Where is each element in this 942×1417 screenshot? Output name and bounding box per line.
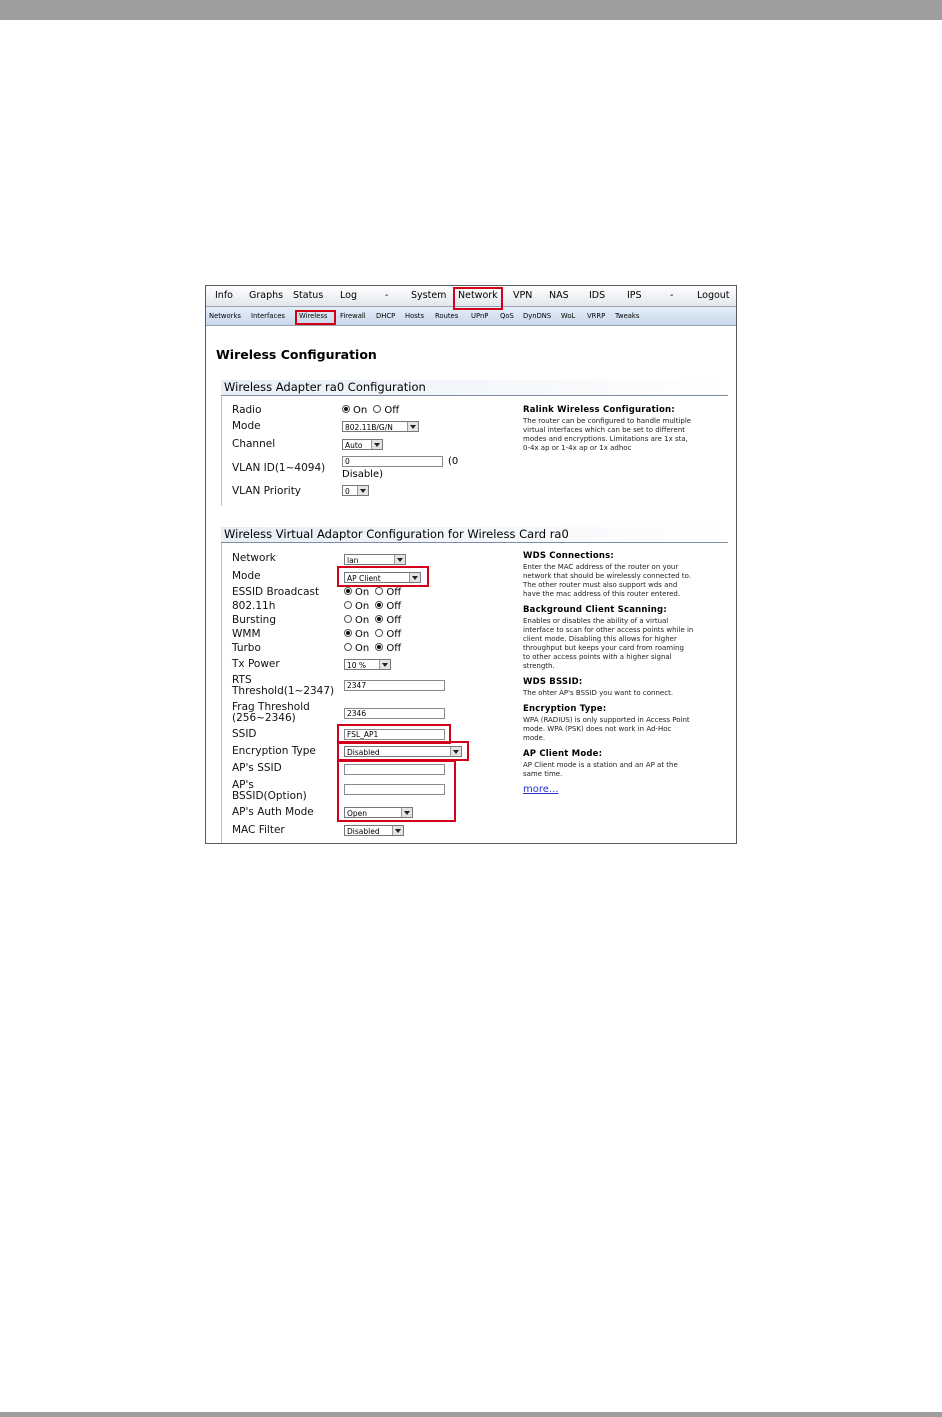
subnav-upnp[interactable]: UPnP bbox=[471, 312, 489, 320]
ssid-input[interactable]: FSL_AP1 bbox=[344, 729, 445, 740]
adapter-mode-select[interactable]: 802.11B/G/N bbox=[342, 421, 419, 432]
subnav-routes[interactable]: Routes bbox=[435, 312, 459, 320]
subnav-tweaks[interactable]: Tweaks bbox=[615, 312, 640, 320]
mac-filter-select[interactable]: Disabled bbox=[344, 825, 404, 836]
help-title-wds-bssid: WDS BSSID: bbox=[523, 677, 583, 687]
subnav-wireless[interactable]: Wireless bbox=[299, 312, 328, 320]
subnav-interfaces[interactable]: Interfaces bbox=[251, 312, 285, 320]
network-select[interactable]: lan bbox=[344, 554, 406, 565]
subnav-dyndns[interactable]: DynDNS bbox=[523, 312, 552, 320]
nav-separator: - bbox=[670, 290, 674, 301]
vlan-id-input[interactable]: 0 bbox=[342, 456, 443, 467]
radio-toggle: On Off bbox=[342, 405, 399, 416]
chevron-down-icon bbox=[450, 747, 461, 756]
mode-label: Mode bbox=[232, 420, 261, 432]
adapter-section-header: Wireless Adapter ra0 Configuration bbox=[221, 380, 728, 396]
chevron-down-icon bbox=[394, 555, 405, 564]
turbo-off-radio[interactable] bbox=[375, 643, 383, 651]
ap-auth-mode-label: AP's Auth Mode bbox=[232, 806, 314, 818]
subnav-networks[interactable]: Networks bbox=[209, 312, 241, 320]
turbo-toggle: On Off bbox=[344, 643, 401, 654]
help-title-ap-client: AP Client Mode: bbox=[523, 749, 603, 759]
chevron-down-icon bbox=[357, 486, 368, 495]
nav-ips[interactable]: IPS bbox=[627, 290, 642, 301]
80211h-off-radio[interactable] bbox=[375, 601, 383, 609]
nav-logout[interactable]: Logout bbox=[697, 290, 730, 301]
vlan-priority-label: VLAN Priority bbox=[232, 485, 302, 497]
nav-nas[interactable]: NAS bbox=[549, 290, 569, 301]
more-link[interactable]: more... bbox=[523, 784, 559, 795]
sub-nav bbox=[206, 307, 736, 326]
tx-power-select[interactable]: 10 % bbox=[344, 659, 391, 670]
essid-broadcast-toggle: On Off bbox=[344, 587, 401, 598]
page-title: Wireless Configuration bbox=[216, 347, 377, 362]
nav-network[interactable]: Network bbox=[458, 290, 498, 301]
ap-auth-mode-select[interactable]: Open bbox=[344, 807, 413, 818]
chevron-down-icon bbox=[409, 573, 420, 582]
chevron-down-icon bbox=[371, 440, 382, 449]
subnav-wol[interactable]: WoL bbox=[561, 312, 576, 320]
frag-threshold-input[interactable]: 2346 bbox=[344, 708, 445, 719]
subnav-hosts[interactable]: Hosts bbox=[405, 312, 425, 320]
wmm-on-radio[interactable] bbox=[344, 629, 352, 637]
ap-bssid-label: AP's BSSID(Option) bbox=[232, 779, 307, 802]
subnav-dhcp[interactable]: DHCP bbox=[376, 312, 396, 320]
bursting-on-radio[interactable] bbox=[344, 615, 352, 623]
help-text-encryption: WPA (RADIUS) is only supported in Access Point mode. WPA (PSK) does not work in Ad-Hoc mode. bbox=[523, 716, 690, 742]
help-title-encryption: Encryption Type: bbox=[523, 704, 607, 714]
ap-ssid-label: AP's SSID bbox=[232, 762, 282, 774]
radio-on-button[interactable] bbox=[342, 405, 350, 413]
essid-broadcast-label: ESSID Broadcast bbox=[232, 586, 320, 598]
help-text-bg-scan: Enables or disables the ability of a virtual interface to scan for other access points while in client mode. Disabling this allows for higher throughput but keeps your card from roaming to other access points with a higher signal strength. bbox=[523, 617, 694, 670]
help-text-wds: Enter the MAC address of the router on your network that should be wirelessly connected to. The other router must also support wds and have the mac address of this router entered. bbox=[523, 563, 692, 598]
wmm-off-radio[interactable] bbox=[375, 629, 383, 637]
ssid-label: SSID bbox=[232, 728, 257, 740]
subnav-qos[interactable]: QoS bbox=[500, 312, 514, 320]
nav-status[interactable]: Status bbox=[293, 290, 324, 301]
nav-separator: - bbox=[385, 290, 389, 301]
subnav-vrrp[interactable]: VRRP bbox=[587, 312, 606, 320]
rts-threshold-input[interactable]: 2347 bbox=[344, 680, 445, 691]
nav-ids[interactable]: IDS bbox=[589, 290, 606, 301]
frag-label: Frag Threshold (256~2346) bbox=[232, 701, 310, 724]
encryption-type-label: Encryption Type bbox=[232, 745, 316, 757]
nav-log[interactable]: Log bbox=[340, 290, 357, 301]
chevron-down-icon bbox=[379, 660, 390, 669]
section-divider bbox=[221, 396, 222, 506]
chevron-down-icon bbox=[392, 826, 403, 835]
vlan-priority-select[interactable]: 0 bbox=[342, 485, 369, 496]
help-title-bg-scan: Background Client Scanning: bbox=[523, 605, 667, 615]
encryption-type-select[interactable]: Disabled bbox=[344, 746, 462, 757]
80211h-on-radio[interactable] bbox=[344, 601, 352, 609]
80211h-toggle: On Off bbox=[344, 601, 401, 612]
chevron-down-icon bbox=[407, 422, 418, 431]
channel-select[interactable]: Auto bbox=[342, 439, 383, 450]
nav-vpn[interactable]: VPN bbox=[513, 290, 533, 301]
help-text-ralink: The router can be configured to handle multiple virtual interfaces which can be set to different modes and encryptions. Limitations are 1x sta, 0-4x ap or 1-4x ap or 1x adhoc bbox=[523, 417, 692, 452]
virtual-mode-label: Mode bbox=[232, 570, 261, 582]
channel-label: Channel bbox=[232, 438, 276, 450]
page-header-band bbox=[0, 0, 942, 20]
mac-filter-label: MAC Filter bbox=[232, 824, 285, 836]
ap-ssid-input[interactable] bbox=[344, 764, 445, 775]
help-text-wds-bssid: The ohter AP's BSSID you want to connect. bbox=[523, 689, 674, 697]
nav-system[interactable]: System bbox=[411, 290, 447, 301]
essid-off-radio[interactable] bbox=[375, 587, 383, 595]
page-footer-band bbox=[0, 1412, 942, 1417]
bursting-toggle: On Off bbox=[344, 615, 401, 626]
nav-graphs[interactable]: Graphs bbox=[249, 290, 284, 301]
main-nav bbox=[206, 286, 736, 307]
essid-on-radio[interactable] bbox=[344, 587, 352, 595]
80211h-label: 802.11h bbox=[232, 600, 276, 612]
help-title-wds: WDS Connections: bbox=[523, 551, 615, 561]
help-text-ap-client: AP Client mode is a station and an AP at the same time. bbox=[523, 761, 678, 778]
radio-off-button[interactable] bbox=[373, 405, 381, 413]
tx-power-label: Tx Power bbox=[232, 658, 280, 670]
vlan-id-hint-2: Disable) bbox=[342, 469, 383, 480]
virtual-mode-select[interactable]: AP Client bbox=[344, 572, 421, 583]
network-label: Network bbox=[232, 552, 276, 564]
subnav-firewall[interactable]: Firewall bbox=[340, 312, 366, 320]
vlan-id-label: VLAN ID(1~4094) bbox=[232, 462, 326, 474]
help-title-ralink: Ralink Wireless Configuration: bbox=[523, 405, 675, 415]
radio-label: Radio bbox=[232, 404, 262, 416]
vlan-id-hint: (0 bbox=[448, 456, 459, 467]
wmm-label: WMM bbox=[232, 628, 261, 640]
router-web-ui bbox=[205, 285, 737, 844]
turbo-label: Turbo bbox=[232, 642, 261, 654]
bursting-label: Bursting bbox=[232, 614, 276, 626]
virtual-section-header: Wireless Virtual Adaptor Configuration for Wireless Card ra0 bbox=[221, 527, 728, 543]
nav-info[interactable]: Info bbox=[215, 290, 233, 301]
wmm-toggle: On Off bbox=[344, 629, 401, 640]
turbo-on-radio[interactable] bbox=[344, 643, 352, 651]
section-divider bbox=[221, 543, 222, 843]
bursting-off-radio[interactable] bbox=[375, 615, 383, 623]
ap-bssid-input[interactable] bbox=[344, 784, 445, 795]
rts-label: RTS Threshold(1~2347) bbox=[232, 674, 335, 697]
chevron-down-icon bbox=[401, 808, 412, 817]
